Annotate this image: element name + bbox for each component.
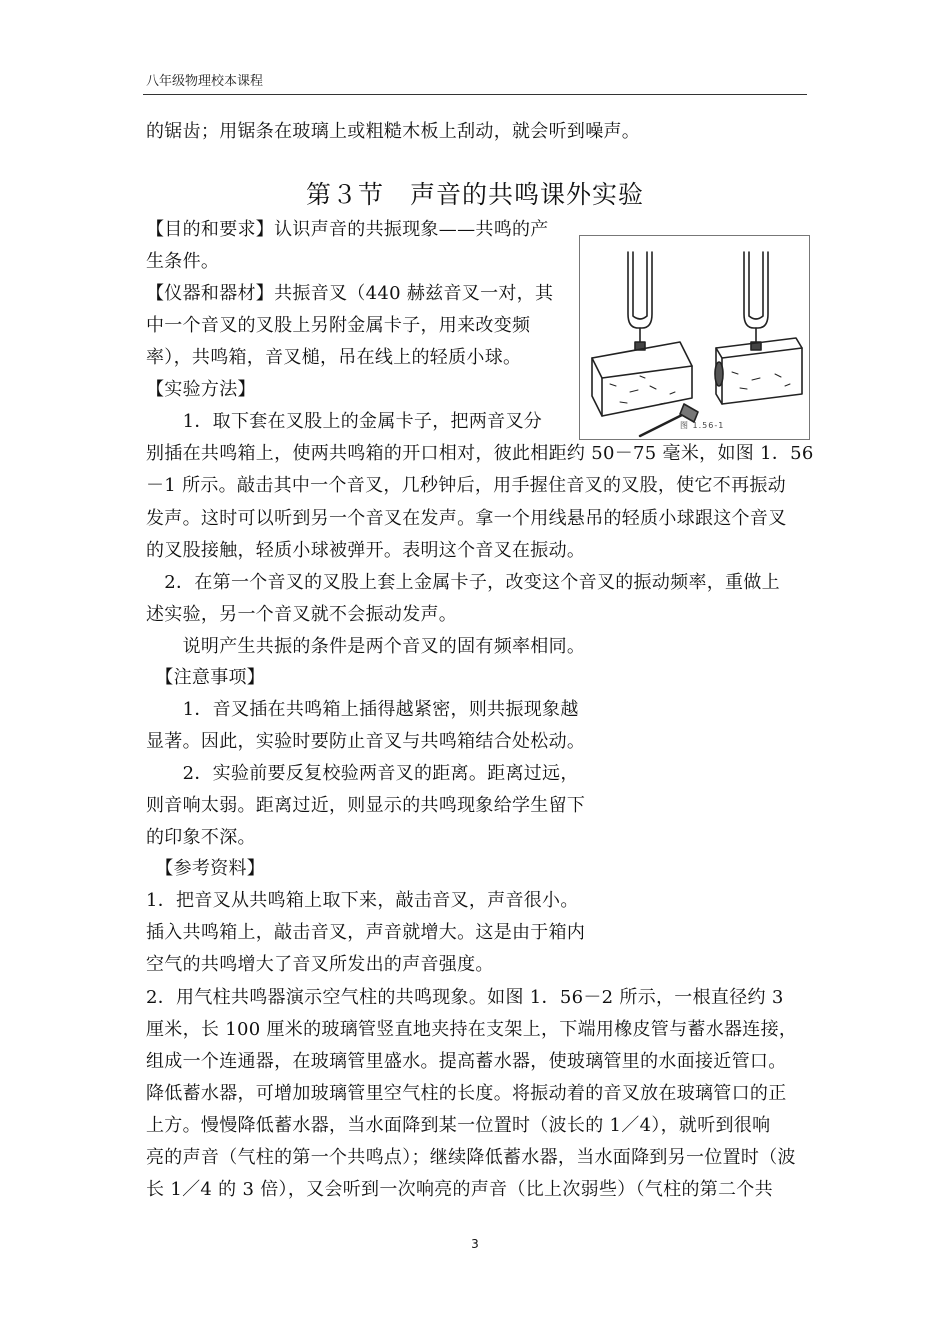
text-line: 【实验方法】 — [146, 379, 256, 400]
text-line: 则音响太弱。距离过近，则显示的共鸣现象给学生留下 — [146, 795, 586, 816]
text-line: 生条件。 — [146, 251, 220, 272]
text-line: 中一个音叉的叉股上另附金属卡子，用来改变频 — [146, 315, 531, 336]
text-line: 组成一个连通器，在玻璃管里盛水。提高蓄水器，使玻璃管里的水面接近管口。 — [146, 1051, 787, 1072]
text-line: 【参考资料】 — [146, 858, 266, 879]
text-line: 【目的和要求】认识声音的共振现象——共鸣的产 — [146, 219, 549, 240]
left-resonance-box — [592, 342, 692, 416]
left-fork-arms — [628, 252, 652, 328]
right-fork-inner — [749, 252, 763, 319]
left-box-grain — [610, 376, 675, 404]
text-line: 长 1／4 的 3 倍），又会听到一次响亮的声音（比上次弱些）（气柱的第二个共 — [146, 1179, 773, 1200]
text-line: 说明产生共振的条件是两个音叉的固有频率相同。 — [146, 636, 586, 657]
section-title: 第３节 声音的共鸣课外实验 — [305, 180, 644, 209]
figure-caption: 图 1.56-1 — [680, 421, 725, 430]
text-line: －1 所示。敲击其中一个音叉，几秒钟后，用手握住音叉的叉股，使它不再振动 — [146, 475, 786, 496]
text-line: 发声。这时可以听到另一个音叉在发声。拿一个用线悬吊的轻质小球跟这个音叉 — [146, 508, 787, 529]
text-line: 的叉股接触，轻质小球被弹开。表明这个音叉在振动。 — [146, 540, 586, 561]
left-fork-inner — [633, 252, 647, 319]
text-line: 2．在第一个音叉的叉股上套上金属卡子，改变这个音叉的振动频率，重做上 — [146, 572, 780, 593]
text-line: 1．把音叉从共鸣箱上取下来，敲击音叉，声音很小。 — [146, 890, 579, 911]
running-header: 八年级物理校本课程 — [146, 74, 264, 89]
text-line: 【注意事项】 — [146, 667, 266, 688]
text-line: 降低蓄水器，可增加玻璃管里空气柱的长度。将振动着的音叉放在玻璃管口的正 — [146, 1083, 787, 1104]
text-line: 1．音叉插在共鸣箱上插得越紧密，则共振现象越 — [146, 699, 579, 720]
text-line: 1．取下套在叉股上的金属卡子，把两音叉分 — [146, 411, 543, 432]
text-line: 上方。慢慢降低蓄水器，当水面降到某一位置时（波长的 1／4），就听到很响 — [146, 1115, 771, 1136]
text-line: 率），共鸣箱，音叉槌，吊在线上的轻质小球。 — [146, 347, 522, 368]
text-line: 空气的共鸣增大了音叉所发出的声音强度。 — [146, 954, 494, 975]
text-line: 述实验，另一个音叉就不会振动发声。 — [146, 604, 458, 625]
text-line: 2．实验前要反复校验两音叉的距离。距离过远， — [146, 763, 579, 784]
right-fork-arms — [744, 252, 768, 328]
text-line: 别插在共鸣箱上，使两共鸣箱的开口相对，彼此相距约 50－75 毫米，如图 1．56 — [146, 443, 814, 464]
text-line: 的锯齿；用锯条在玻璃上或粗糙木板上刮动，就会听到噪声。 — [146, 121, 641, 142]
page-number: 3 — [471, 1237, 479, 1251]
text-line: 厘米，长 100 厘米的玻璃管竖直地夹持在支架上，下端用橡皮管与蓄水器连接， — [146, 1019, 798, 1040]
text-line: 的印象不深。 — [146, 827, 256, 848]
text-line: 2．用气柱共鸣器演示空气柱的共鸣现象。如图 1．56－2 所示，一根直径约 3 — [146, 987, 784, 1008]
tuning-fork-illustration — [580, 236, 809, 439]
header-divider — [143, 94, 807, 95]
text-line: 【仪器和器材】共振音叉（440 赫兹音叉一对，其 — [146, 283, 554, 304]
text-line: 插入共鸣箱上，敲击音叉，声音就增大。这是由于箱内 — [146, 922, 586, 943]
text-line: 亮的声音（气柱的第一个共鸣点）；继续降低蓄水器，当水面降到另一位置时（波 — [146, 1147, 796, 1168]
right-box-grain — [732, 372, 790, 389]
right-box-opening — [715, 362, 723, 386]
tuning-fork-figure — [579, 235, 810, 440]
text-line: 显著。因此，实验时要防止音叉与共鸣箱结合处松动。 — [146, 731, 586, 752]
